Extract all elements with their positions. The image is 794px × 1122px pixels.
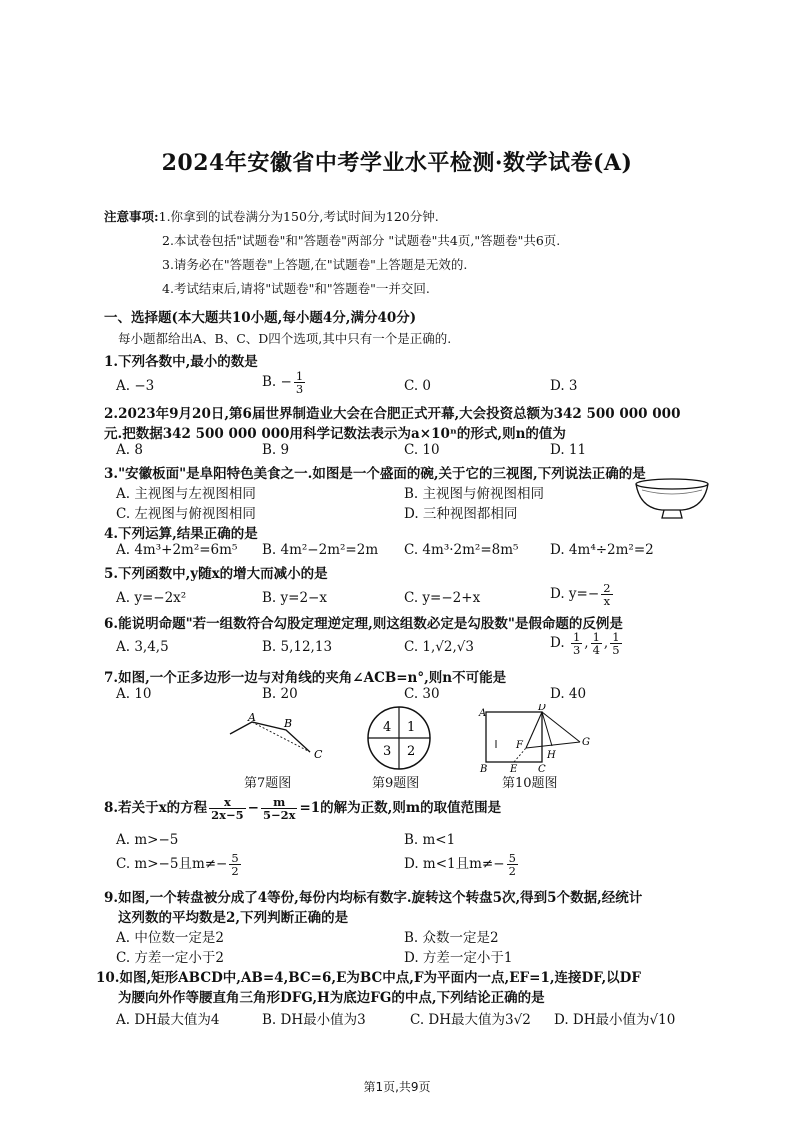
- bowl-base: [662, 510, 682, 518]
- q7-option-c: C. 30: [404, 686, 440, 702]
- fraction-denominator: 2: [508, 864, 516, 878]
- q7-option-a: A. 10: [116, 686, 152, 702]
- notice-label: 注意事项:: [104, 209, 159, 224]
- q2-option-c: C. 10: [404, 442, 440, 458]
- fraction-numerator: 5: [508, 851, 516, 865]
- q5-stem: 5.下列函数中,y随x的增大而减小的是: [104, 566, 328, 582]
- notice-item-4: 4.考试结束后,请将"试题卷"和"答题卷"一并交回.: [162, 281, 430, 296]
- q9-option-a: A. 中位数一定是2: [116, 930, 224, 946]
- fig7-label-c: C: [314, 748, 323, 761]
- fraction-denominator: 3: [572, 643, 581, 657]
- q10-stem-line1: 10.如图,矩形ABCD中,AB=4,BC=6,E为BC中点,F为平面内一点,EF=1,连接DF,以DF: [96, 970, 641, 986]
- fraction-numerator: 5: [231, 851, 239, 865]
- q10-option-c: C. DH最大值为3√2: [410, 1012, 531, 1028]
- q6-option-b: B. 5,12,13: [262, 639, 333, 655]
- q4-stem: 4.下列运算,结果正确的是: [104, 526, 258, 542]
- page-footer: 第1页,共9页: [363, 1080, 431, 1094]
- notice-item-1: [104, 205, 560, 229]
- q8-stem: [104, 796, 501, 821]
- fraction-denominator: 4: [592, 643, 600, 657]
- q5-d-fraction: [601, 582, 612, 607]
- q8-fraction-1: [209, 796, 246, 821]
- figure-10-caption: 第10题图: [502, 776, 558, 791]
- q1-option-c: C. 0: [404, 378, 432, 394]
- q8-c-fraction: [229, 852, 240, 877]
- segment-fg: [526, 742, 580, 748]
- bowl-shading: [642, 490, 702, 494]
- q10-option-b: B. DH最小值为3: [262, 1012, 366, 1028]
- segment-dg: [542, 712, 580, 742]
- q6-d-fraction-2: [591, 631, 602, 656]
- q6-option-a: A. 3,4,5: [116, 639, 169, 655]
- fraction-numerator: 1: [572, 630, 581, 644]
- q2-option-d: D. 11: [550, 442, 587, 458]
- q9-option-b: B. 众数一定是2: [404, 930, 499, 946]
- fig10-label-g: G: [582, 737, 590, 748]
- q1-option-a: A. −3: [116, 378, 155, 394]
- q5-d-prefix: D. y=−: [550, 586, 600, 602]
- section-instruction: 每小题都给出A、B、C、D四个选项,其中只有一个是正确的.: [118, 331, 452, 346]
- q8-d-prefix: D. m<1且m≠−: [404, 856, 505, 872]
- q8-option-d: [404, 852, 520, 877]
- fraction-numerator: 1: [592, 630, 600, 644]
- fraction-numerator: 2: [603, 581, 611, 595]
- q1-stem: 1.下列各数中,最小的数是: [104, 354, 258, 370]
- figure-9-caption: 第9题图: [372, 776, 420, 791]
- q8-d-fraction: [507, 852, 518, 877]
- q6-d-fraction-1: [571, 631, 582, 656]
- q5-option-c: C. y=−2+x: [404, 590, 481, 606]
- q8-option-c: [116, 852, 243, 877]
- q9-stem-line1: 9.如图,一个转盘被分成了4等份,每份内均标有数字.旋转这个转盘5次,得到5个数据,经统计: [104, 890, 643, 906]
- q8-c-prefix: C. m>−5且m≠−: [116, 856, 228, 872]
- q4-option-c: C. 4m³·2m²=8m⁵: [404, 542, 519, 558]
- fig7-label-b: B: [284, 717, 293, 730]
- bowl-figure: [632, 476, 712, 522]
- q7-stem: 7.如图,一个正多边形一边与对角线的夹角∠ACB=n°,则n不可能是: [104, 670, 507, 686]
- q5-option-b: B. y=2−x: [262, 590, 327, 606]
- q10-option-d: D. DH最小值为√10: [554, 1012, 676, 1028]
- fraction-denominator: 2x−5: [211, 808, 244, 822]
- figure-7-caption: 第7题图: [244, 776, 292, 791]
- q2-stem-line1: 2.2023年9月20日,第6届世界制造业大会在合肥正式开幕,大会投资总额为342 500 000 000: [104, 406, 681, 422]
- q9-option-d: D. 方差一定小于1: [404, 950, 513, 966]
- figure-9-spinner: [364, 703, 434, 773]
- section-heading: 一、选择题(本大题共10小题,每小题4分,满分40分): [104, 310, 417, 326]
- q6-option-d: D. $\frac{1}{3}$ , $\frac{1}{4}$ , $\frac{1}{5}$: [550, 630, 620, 657]
- q4-option-b: B. 4m²−2m²=2m: [262, 542, 379, 558]
- spinner-number-4: 4: [383, 720, 392, 735]
- fraction-denominator: 3: [295, 382, 304, 396]
- notice-item-2: 2.本试卷包括"试题卷"和"答题卷"两部分 "试题卷"共4页,"答题卷"共6页.: [162, 233, 561, 248]
- q8-stem-suffix: =1的解为正数,则m的取值范围是: [299, 800, 502, 816]
- segment-dh: [542, 712, 552, 746]
- fraction-numerator: 1: [295, 369, 304, 383]
- fig10-label-e: E: [510, 764, 518, 774]
- q10-option-a: A. DH最大值为4: [116, 1012, 220, 1028]
- q8-option-a: A. m>−5: [116, 832, 179, 848]
- q6-d-prefix: D.: [550, 635, 569, 651]
- exam-title: 2024年安徽省中考学业水平检测·数学试卷(A): [161, 150, 633, 176]
- spinner-number-2: 2: [407, 744, 416, 759]
- q1-option-d: D. 3: [550, 378, 578, 394]
- q8-stem-prefix: 8.若关于x的方程: [104, 800, 208, 816]
- diagonal-line: [252, 722, 310, 752]
- q9-stem-line2: 这列数的平均数是2,下列判断正确的是: [118, 910, 349, 926]
- fraction-numerator: x: [209, 796, 246, 809]
- q2-option-b: B. 9: [262, 442, 290, 458]
- q8-option-b: B. m<1: [404, 832, 456, 848]
- bowl-rim: [636, 479, 708, 489]
- q5-option-a: A. y=−2x²: [116, 590, 187, 606]
- q6-option-c: C. 1,√2,√3: [404, 639, 474, 655]
- q10-stem-line2: 为腰向外作等腰直角三角形DFG,H为底边FG的中点,下列结论正确的是: [118, 990, 545, 1006]
- q6-stem: 6.能说明命题"若一组数符合勾股定理逆定理,则这组数必定是勾股数"是假命题的反例是: [104, 616, 623, 632]
- q3-option-d: D. 三种视图都相同: [404, 506, 518, 522]
- fraction-denominator: x: [603, 594, 611, 608]
- q1-b-fraction: [294, 370, 305, 395]
- fig10-label-h: H: [547, 750, 556, 761]
- q7-option-d: D. 40: [550, 686, 587, 702]
- fraction-numerator: m: [261, 796, 298, 809]
- q4-option-d: D. 4m⁴÷2m²=2: [550, 542, 654, 558]
- fig7-label-a: A: [248, 712, 256, 724]
- fraction-denominator: 5: [612, 643, 620, 657]
- q5-option-d: [550, 582, 615, 607]
- q3-option-b: B. 主视图与俯视图相同: [404, 486, 545, 502]
- spinner-number-3: 3: [383, 744, 392, 759]
- q4-option-a: A. 4m³+2m²=6m⁵: [116, 542, 238, 558]
- q3-option-c: C. 左视图与俯视图相同: [116, 506, 256, 522]
- q9-option-c: C. 方差一定小于2: [116, 950, 225, 966]
- fig10-label-f: F: [516, 740, 523, 751]
- fig10-label-a: A: [479, 708, 487, 719]
- rectangle-abcd: [486, 712, 542, 762]
- figure-10: [474, 704, 598, 774]
- notice-text: 1.你拿到的试卷满分为150分,考试时间为120分钟.: [158, 209, 439, 224]
- fig10-label-b: B: [480, 764, 488, 774]
- q2-option-a: A. 8: [116, 442, 143, 458]
- polygon-edge: [230, 722, 310, 752]
- q1-option-b: [262, 370, 307, 395]
- fraction-denominator: 2: [231, 864, 239, 878]
- q3-stem: 3."安徽板面"是阜阳特色美食之一.如图是一个盛面的碗,关于它的三视图,下列说法正确的是: [104, 466, 646, 482]
- q7-option-b: B. 20: [262, 686, 298, 702]
- notice-item-3: 3.请务必在"答题卷"上答题,在"试题卷"上答题是无效的.: [162, 257, 468, 272]
- figure-7: [226, 712, 336, 768]
- q2-stem-line2: 元.把数据342 500 000 000用科学记数法表示为a×10ⁿ的形式,则n的值为: [104, 426, 566, 442]
- q3-option-a: A. 主视图与左视图相同: [116, 486, 256, 502]
- segment-df: [526, 712, 542, 748]
- q8-fraction-2: [261, 796, 298, 821]
- spinner-number-1: 1: [407, 720, 416, 735]
- fraction-numerator: 1: [612, 630, 620, 644]
- q1-b-prefix: B. −: [262, 374, 292, 390]
- fig10-label-d: D: [538, 704, 547, 713]
- q6-d-fraction-3: [610, 631, 621, 656]
- fig10-label-c: C: [538, 764, 546, 774]
- notice-block: [104, 205, 560, 301]
- fraction-denominator: 5−2x: [262, 808, 296, 822]
- q8-minus: −: [247, 800, 259, 816]
